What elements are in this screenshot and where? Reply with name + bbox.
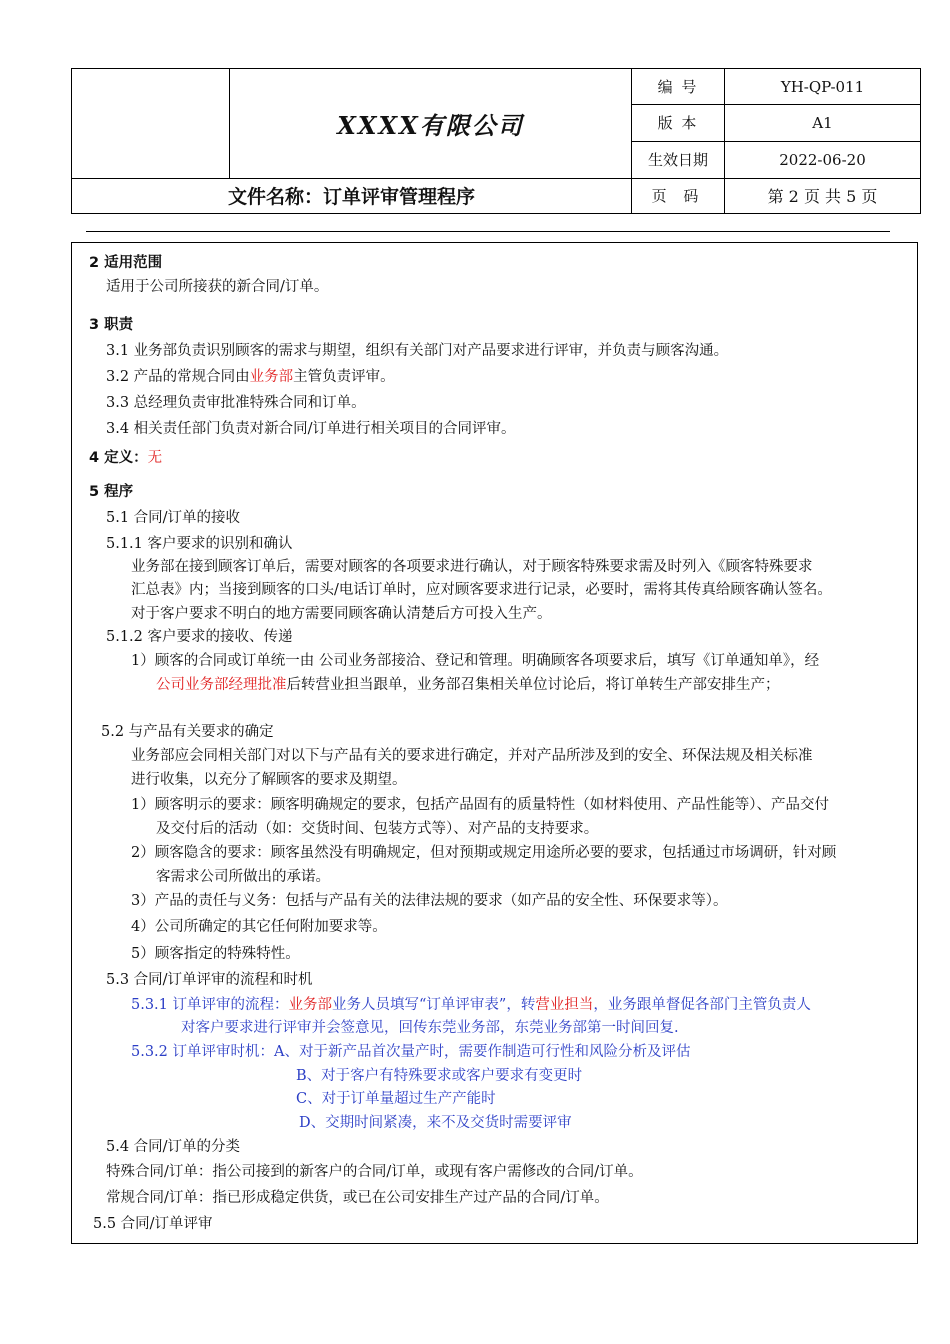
- section-3-1: 3.1 业务部负责识别顾客的需求与期望，组织有关部门对产品要求进行评审，并负责与顾客沟通。: [106, 343, 729, 359]
- section-5-1-1: 5.1.1 客户要求的识别和确认: [106, 536, 293, 552]
- field-label-page: 页 码: [632, 178, 725, 213]
- field-value-number: YH-QP-011: [725, 69, 921, 105]
- section-5-3-2-c: C、对于订单量超过生产产能时: [296, 1091, 496, 1107]
- field-value-page: 第 2 页 共 5 页: [725, 178, 921, 213]
- section-5-1-2-p2: 公司业务部经理批准后转营业担当跟单，业务部召集相关单位讨论后，将订单转生产部安排生产；: [156, 677, 780, 693]
- field-value-version: A1: [725, 105, 921, 141]
- section-4: 4 定义：无: [89, 450, 163, 466]
- section-5-2-item-3: 3）产品的责任与义务：包括与产品有关的法律法规的要求（如产品的安全性、环保要求等）。: [131, 893, 728, 909]
- section-5-2: 5.2 与产品有关要求的确定: [101, 724, 274, 740]
- section-2-text: 适用于公司所接获的新合同/订单。: [106, 279, 329, 295]
- logo-cell: [72, 69, 230, 179]
- section-5-title: 5 程序: [89, 484, 134, 500]
- header-separator-line: [86, 231, 890, 232]
- section-5-5: 5.5 合同/订单评审: [93, 1216, 213, 1232]
- section-5-4-p1: 特殊合同/订单：指公司接到的新客户的合同/订单，或现有客户需修改的合同/订单。: [106, 1164, 643, 1180]
- section-5-2-p1: 业务部应会同相关部门对以下与产品有关的要求进行确定，并对产品所涉及到的安全、环保法规及相关标准: [131, 748, 813, 764]
- field-label-number: 编 号: [632, 69, 725, 105]
- section-5-3-2-a: 5.3.2 订单评审时机：A、对于新产品首次量产时，需要作制造可行性和风险分析及评估: [131, 1044, 691, 1060]
- field-value-effective-date: 2022-06-20: [725, 141, 921, 178]
- section-5-2-item-5: 5）顾客指定的特殊特性。: [131, 946, 300, 962]
- document-header-table: [71, 68, 921, 214]
- section-3-title: 3 职责: [89, 317, 134, 333]
- company-name: XXXX有限公司: [230, 69, 632, 179]
- section-5-2-item-1b: 及交付后的活动（如：交货时间、包装方式等）、对产品的支持要求。: [156, 821, 599, 837]
- document-title: 文件名称：订单评审管理程序: [72, 178, 632, 213]
- section-5-3-1: 5.3.1 订单评审的流程：业务部业务人员填写“订单评审表”，转营业担当，业务跟单督促各部门主管负责人: [131, 997, 811, 1013]
- section-5-2-item-2a: 2）顾客隐含的要求：顾客虽然没有明确规定，但对预期或规定用途所必要的要求，包括通过市场调研，针对顾: [131, 845, 837, 861]
- section-5-3: 5.3 合同/订单评审的流程和时机: [106, 972, 313, 988]
- section-2-title: 2 适用范围: [89, 255, 163, 271]
- section-5-1: 5.1 合同/订单的接收: [106, 510, 241, 526]
- section-5-1-1-p1: 业务部在接到顾客订单后，需要对顾客的各项要求进行确认，对于顾客特殊要求需及时列入《顾客特殊要求: [131, 559, 813, 575]
- section-3-4: 3.4 相关责任部门负责对新合同/订单进行相关项目的合同评审。: [106, 421, 516, 437]
- section-5-3-2-d: D、交期时间紧凑，来不及交货时需要评审: [299, 1115, 572, 1131]
- section-5-2-item-1a: 1）顾客明示的要求：顾客明确规定的要求，包括产品固有的质量特性（如材料使用、产品性能等）、产品交付: [131, 797, 829, 813]
- section-5-2-item-4: 4）公司所确定的其它任何附加要求等。: [131, 919, 387, 935]
- section-5-2-p2: 进行收集，以充分了解顾客的要求及期望。: [131, 772, 407, 788]
- section-5-3-2-b: B、对于客户有特殊要求或客户要求有变更时: [296, 1068, 583, 1084]
- section-5-1-1-p3: 对于客户要求不明白的地方需要同顾客确认清楚后方可投入生产。: [131, 606, 552, 622]
- section-5-1-2-p1: 1）顾客的合同或订单统一由 公司业务部接洽、登记和管理。明确顾客各项要求后，填写《订单通知单》，经: [131, 653, 820, 669]
- section-5-4: 5.4 合同/订单的分类: [106, 1139, 241, 1155]
- field-label-effective-date: 生效日期: [632, 141, 725, 178]
- section-5-3-1-cont: 对客户要求进行评审并会签意见，回传东莞业务部，东莞业务部第一时间回复.: [181, 1020, 679, 1036]
- section-5-1-2: 5.1.2 客户要求的接收、传递: [106, 629, 293, 645]
- section-3-2: 3.2 产品的常规合同由业务部主管负责评审。: [106, 369, 395, 385]
- section-5-4-p2: 常规合同/订单：指已形成稳定供货，或已在公司安排生产过产品的合同/订单。: [106, 1190, 609, 1206]
- section-5-1-1-p2: 汇总表》内；当接到顾客的口头/电话订单时，应对顾客要求进行记录，必要时，需将其传真给顾客确认签名。: [131, 582, 832, 598]
- section-5-2-item-2b: 客需求公司所做出的承诺。: [156, 869, 330, 885]
- section-3-3: 3.3 总经理负责审批准特殊合同和订单。: [106, 395, 366, 411]
- field-label-version: 版 本: [632, 105, 725, 141]
